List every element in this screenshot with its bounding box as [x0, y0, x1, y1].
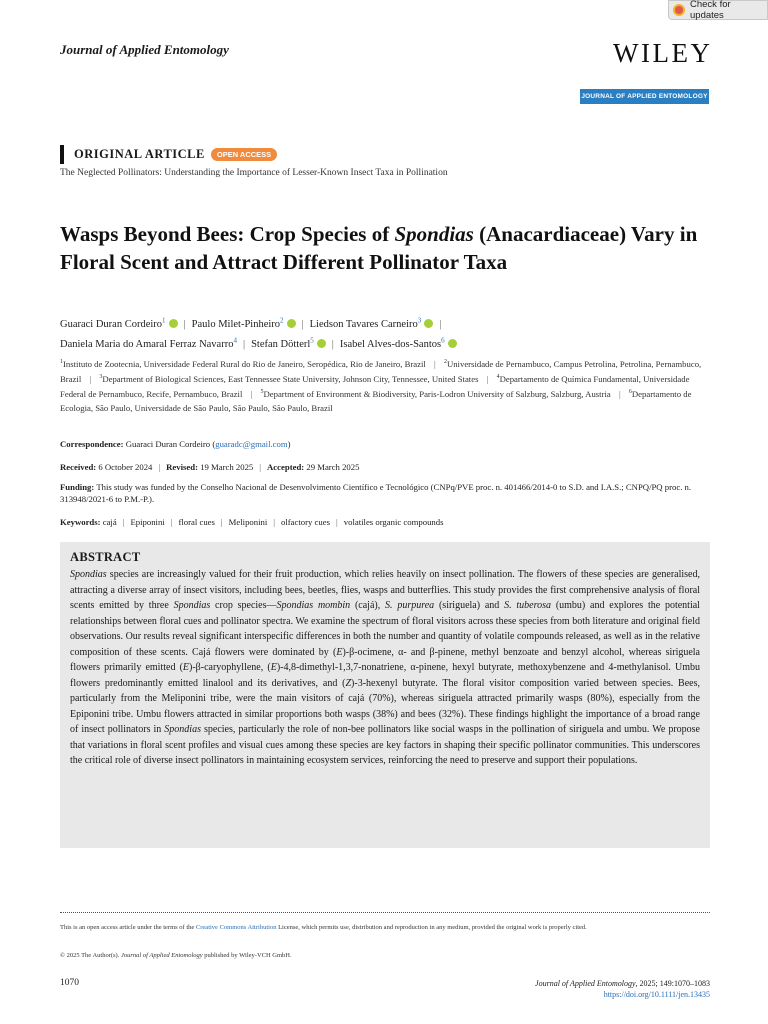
affiliation: $^2$Universidade de Pernambuco, Campus Petrolina, Petrolina, Pernambuco, Brazil: [60, 358, 702, 385]
check-updates-icon: [673, 4, 685, 16]
abstract-run: )-β-caryophyllene, (: [189, 662, 271, 673]
author[interactable]: Liedson Tavares Carneiro$^3$: [309, 316, 422, 330]
journal-name: Journal of Applied Entomology: [60, 42, 229, 57]
check-for-updates-button[interactable]: [668, 0, 768, 20]
abstract-run: )-β-ocimene, α- and β-pinene, methyl benzoate and benzyl alcohol, whereas siriguela flowers primarily emitted (: [70, 646, 700, 673]
license-notice: This is an open access article under the terms of the Creative Commons Attribution License, which permits use, distribution and reproduction in any medium, provided the original work is properly cited.: [60, 924, 587, 931]
copyright-notice: © 2025 The Author(s). Journal of Applied Entomology published by Wiley-VCH GmbH.: [60, 952, 292, 959]
affiliation: $^6$Departamento de Ecologia, São Paulo, Universidade de São Paulo, São Paulo, São Paulo, Brazil: [60, 389, 692, 413]
article-type-bar: [60, 145, 64, 164]
doi-link[interactable]: https://doi.org/10.1111/jen.13435: [603, 990, 710, 999]
abstract-italic-term: Spondias: [70, 569, 107, 580]
correspondence-email-link[interactable]: guaradc@gmail.com: [215, 439, 288, 449]
abstract-run: )-3-hexenyl butyrate. The floral visitor composition varied between species. Bees, particularly from the Meliponini tribe, were the main visitors of cajá (70%), whereas siriguela attracted primarily wasps (80%), especially from the Epiponini tribe. Umbu flowers attracted in similar proportions both wasps (38%) and bees (32%). These findings highlight the importance of a broad range of insect pollinators in: [70, 677, 700, 735]
abstract-run: (umbu) and explores the potential relationships between floral cues and pollinator spectra. We examine the spectrum of floral visitors across these species from both literature and original field observations. Our results reveal significant interspecific differences in both the number and quantity of volatile compounds released, as well as in the relative composition of these scents. Cajá flowers were dominated by (: [70, 600, 700, 658]
title-italic-genus: Spondias: [394, 222, 474, 246]
abstract-run: species, particularly the role of non-bee pollinators like social wasps in the pollination of siriguela and umbu. We propose that variations in floral scent profiles and visual cues among these species are key factors in shaping their specific pollinator communities. This underscores the critical role of diverse insect pollinators in maintaining ecosystem services, reinforcing the need to preserve and support their populations.: [70, 724, 700, 766]
check-updates-label: Check for updates: [690, 0, 731, 21]
citation: Journal of Applied Entomology, 2025; 149:1070–1083 https://doi.org/10.1111/jen.13435: [535, 979, 710, 999]
abstract-italic-term: Z: [345, 677, 352, 689]
footer-divider: [60, 912, 710, 913]
abstract-heading: ABSTRACT: [70, 550, 141, 564]
title-part-1: Wasps Beyond Bees: Crop Species of: [60, 222, 395, 246]
keywords: Keywords: cajá | Epiponini | floral cues | Meliponini | olfactory cues | volatiles organic compounds: [60, 517, 444, 527]
author[interactable]: Stefan Dötterl$^5$: [251, 336, 314, 350]
article-type-row: [60, 145, 277, 164]
abstract-italic-term: Spondias: [164, 724, 201, 735]
affiliations: $^1$Instituto de Zootecnia, Universidade Federal Rural do Rio de Janeiro, Seropédica, Rio de Janeiro, Brazil | $^2$Universidade de Pernambuco, Campus Petrolina, Petrolina, Pernambuco, Brazil | $^3$Department of Biological Sciences, East Tennessee State University, Johnson City, Tennessee, United States | $^4$Departamento de Química Fundamental, Universidade Federal de Pernambuco, Recife, Pernambuco, Brazil | $^5$Department of Environment & Biodiversity, Paris-Lodron University of Salzburg, Salzburg, Austria | $^6$Departamento de Ecologia, São Paulo, Universidade de São Paulo, São Paulo, São Paulo, Brazil: [60, 358, 702, 413]
abstract-italic-term: E: [336, 646, 343, 658]
wiley-logo[interactable]: WILEY: [613, 38, 713, 68]
abstract-italic-term: Spondias mombin: [276, 600, 351, 611]
abstract-text: [70, 567, 700, 769]
article-title: [60, 220, 710, 276]
author[interactable]: Daniela Maria do Amaral Ferraz Navarro$^4$: [60, 336, 237, 350]
creative-commons-link[interactable]: Creative Commons Attribution: [195, 924, 277, 931]
funding: Funding: This study was funded by the Conselho Nacional de Desenvolvimento Científico e Tecnológico (CNPq/PVE proc. n. 401466/2014-0 to S.D. and I.A.S.; CNPQ/PQ proc. n. 313948/2021-6 to P.M.-P.).: [60, 482, 692, 504]
abstract-run: (siriguela) and: [434, 600, 505, 611]
abstract-italic-term: E: [270, 662, 277, 673]
affiliation: $^4$Departamento de Química Fundamental, Universidade Federal de Pernambuco, Recife, Pernambuco, Brazil: [60, 374, 690, 400]
page-number: 1070: [60, 978, 79, 988]
abstract-italic-term: Spondias: [173, 600, 211, 611]
author-list: Guaraci Duran Cordeiro$^1$ | Paulo Milet-Pinheiro$^2$ | Liedson Tavares Carneiro$^3$ | Daniela Maria do Amaral Ferraz Navarro$^4$ | Stefan Dötterl$^5$ | Isabel Alves-dos-Santos$^6$: [60, 312, 710, 353]
abstract-run: )-4,8-dimethyl-1,3,7-nonatriene, α-pinene, hexyl butyrate, methoxybenzene and 4-methylanisol. Umbu flowers predominantly emitted linalool and its derivatives, and (: [70, 662, 700, 689]
article-type-label: ORIGINAL ARTICLE: [74, 147, 205, 161]
orcid-icon[interactable]: [169, 319, 178, 328]
abstract-run: (cajá),: [350, 600, 386, 611]
affiliation: $^3$Department of Biological Sciences, East Tennessee State University, Johnson City, Tennessee, United States: [99, 374, 479, 385]
journal-badge[interactable]: JOURNAL OF APPLIED ENTOMOLOGY: [580, 89, 709, 104]
correspondence: Correspondence: Guaraci Duran Cordeiro (guaradc@gmail.com): [60, 439, 291, 449]
abstract-run: species are increasingly valued for their fruit production, which relies heavily on insect pollination. The flowers of these species are generalised, attracting a diverse array of insect visitors, including bees, beetles, flies, wasps and butterflies. This study provides the first comprehensive analysis of floral scents emitted by three: [70, 569, 700, 611]
affiliation: $^5$Department of Environment & Biodiversity, Paris-Lodron University of Salzburg, Salzburg, Austria: [260, 389, 611, 400]
orcid-icon[interactable]: [287, 319, 296, 328]
author[interactable]: Paulo Milet-Pinheiro$^2$: [191, 316, 284, 330]
abstract-box: [60, 542, 710, 848]
article-dates: Received: 6 October 2024 | Revised: 19 March 2025 | Accepted: 29 March 2025: [60, 462, 360, 472]
abstract-run: crop species—: [210, 600, 277, 611]
orcid-icon[interactable]: [448, 339, 457, 348]
orcid-icon[interactable]: [424, 319, 433, 328]
special-issue-title: The Neglected Pollinators: Understanding the Importance of Lesser-Known Insect Taxa in Pollination: [60, 168, 448, 178]
author[interactable]: Isabel Alves-dos-Santos$^6$: [339, 336, 445, 350]
author[interactable]: Guaraci Duran Cordeiro$^1$: [60, 316, 166, 330]
abstract-italic-term: E: [182, 662, 190, 673]
abstract-italic-term: S. tuberosa: [504, 600, 552, 611]
affiliation: $^1$Instituto de Zootecnia, Universidade Federal Rural do Rio de Janeiro, Seropédica, Rio de Janeiro, Brazil: [60, 358, 426, 369]
title-part-2: (Anacardiaceae) Vary in Floral Scent and Attract Different Pollinator Taxa: [60, 222, 698, 274]
orcid-icon[interactable]: [317, 339, 326, 348]
abstract-italic-term: S. purpurea: [385, 600, 435, 611]
open-access-badge: OPEN ACCESS: [211, 148, 277, 161]
